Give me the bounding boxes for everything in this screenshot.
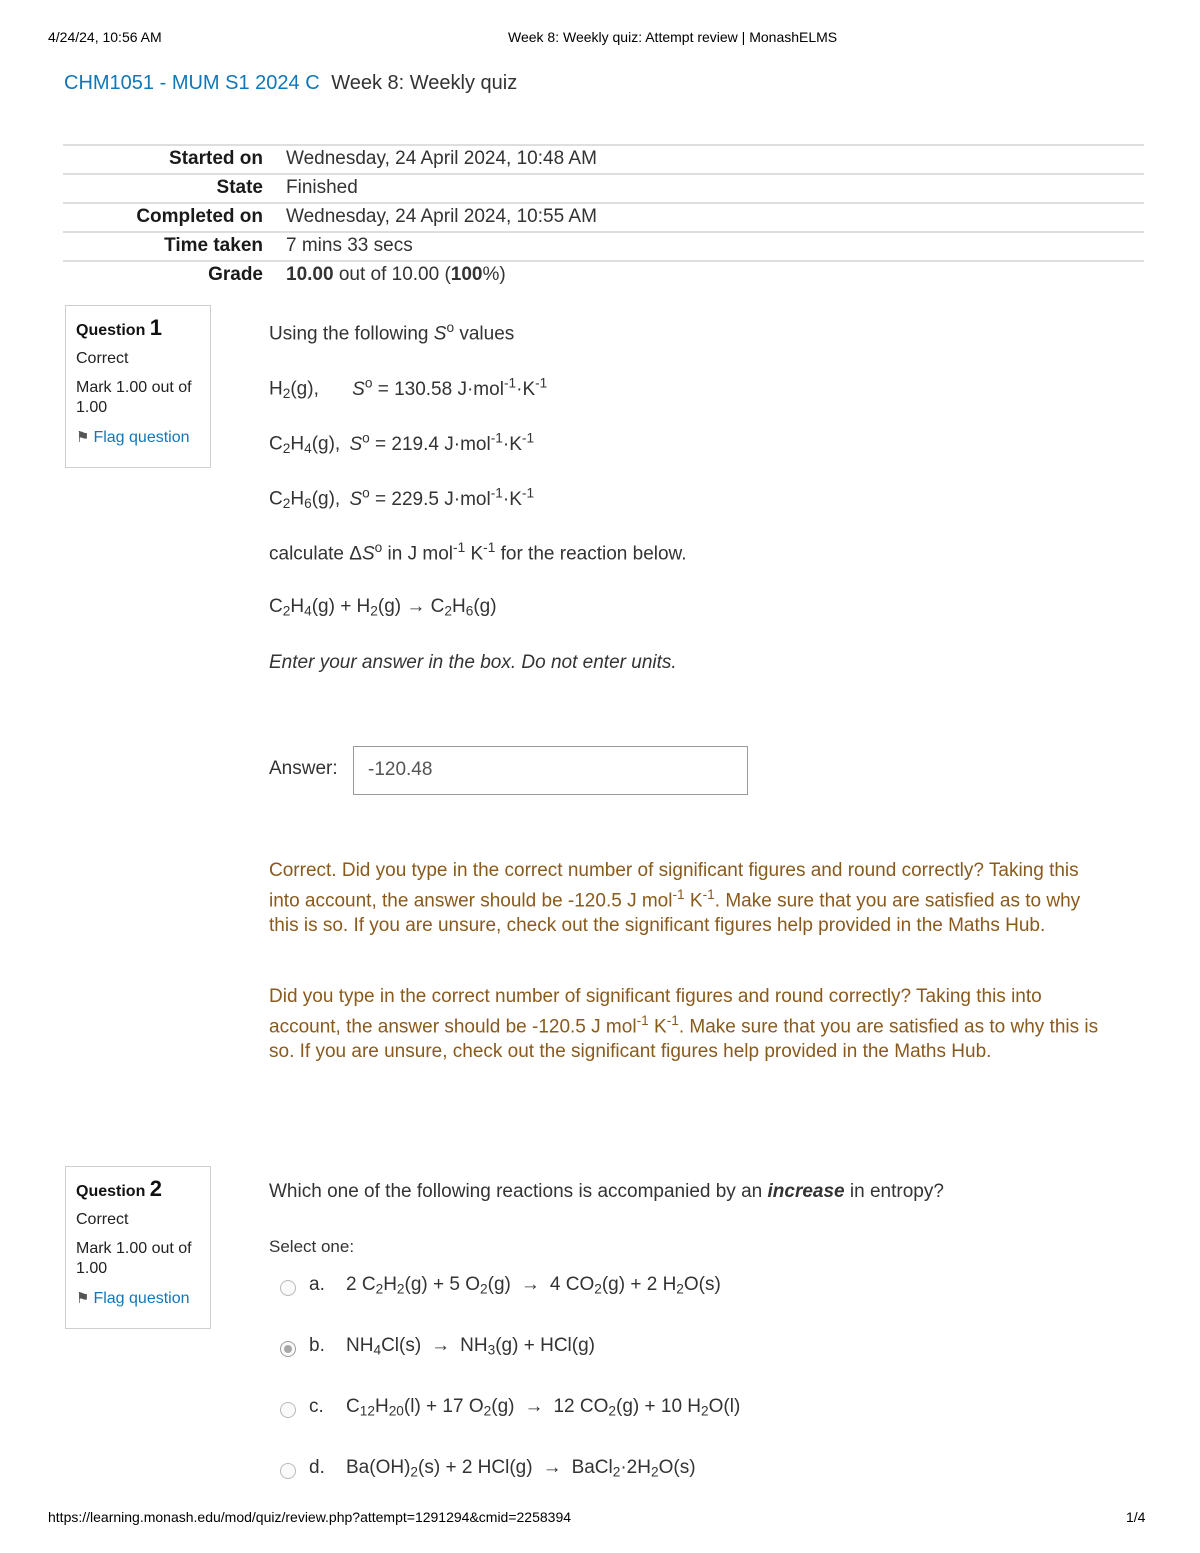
q1-intro-text: Using the following (269, 323, 434, 345)
degree-symbol: o (364, 375, 373, 390)
species: C (269, 488, 283, 510)
question-1-mark: Mark 1.00 out of 1.00 (76, 379, 192, 416)
exponent: -1 (521, 430, 535, 445)
prompt-emphasis: increase (767, 1181, 845, 1202)
exponent: -1 (702, 887, 715, 902)
q1-calculate-prompt (269, 540, 687, 566)
kelvin: K (509, 433, 522, 455)
rxn-part: (g) + H (311, 596, 371, 617)
subscript: 2 (370, 603, 378, 619)
entropy-value: $S^o = 130.58$ $J\cdot mol^{-1}\cdot K^{-1}$ (352, 375, 548, 400)
kelvin: K (470, 543, 484, 565)
exponent: -1 (672, 887, 685, 902)
feedback-text: Correct. Did you type in the correct number of significant figures and round correctly? Taking this into account, the answer should be -120.5 J mol (269, 860, 1079, 912)
summary-row-completed (63, 202, 1144, 231)
summary-row-grade (63, 260, 1144, 289)
question-label: Question (76, 1183, 146, 1200)
option-letter: c. (309, 1396, 324, 1417)
question-2-flag-link[interactable] (76, 1289, 200, 1308)
value: = 130.58 (377, 378, 453, 400)
question-2-mark: Mark 1.00 out of 1.00 (76, 1240, 192, 1277)
rxn-part: C (269, 596, 283, 617)
entropy-symbol: S (352, 378, 365, 400)
calc-text: calculate Δ (269, 543, 362, 565)
option-text: $C_{12}H_{20}(l) + 17$ $O_2(g) \to 12$ $CO_2(g) + 10$ $H_2O(l)$ (346, 1396, 741, 1419)
print-url: https://learning.monash.edu/mod/quiz/review.php?attempt=1291294&cmid=2258394 (48, 1509, 572, 1525)
value: = 229.5 (375, 488, 439, 510)
degree-symbol: o (362, 485, 370, 500)
entropy-symbol: S (349, 488, 363, 510)
specific-feedback (269, 859, 1099, 938)
exponent: -1 (453, 540, 466, 555)
option-letter: a. (309, 1274, 325, 1295)
entropy-symbol: S (433, 323, 447, 345)
prompt-text: Which one of the following reactions is accompanied by an (269, 1181, 768, 1202)
species: H (290, 433, 305, 455)
summary-row-time (63, 231, 1144, 260)
subscript: 2 (282, 385, 291, 401)
feedback-text: . Make sure that you are satisfied as to why this is so. If you are unsure, check out the significant figures help provided in the Maths Hub. (269, 890, 1081, 936)
species: H (269, 378, 283, 400)
option-text: $Ba(OH)_2(s) + 2$ $HCl(g) \to BaCl_2\cdot 2H_2O(s)$ (346, 1457, 696, 1480)
subscript: 4 (304, 603, 312, 619)
arrow-icon: → (431, 1335, 451, 1356)
question-label: Question (76, 322, 146, 339)
feedback-text: K (648, 1016, 667, 1038)
time-taken-label: Time taken (164, 235, 263, 256)
answer-label: Answer: (269, 758, 338, 779)
grade-score: 10.00 (286, 264, 334, 285)
kelvin: K (509, 488, 522, 510)
question-2-info (65, 1166, 211, 1329)
grade-close: %) (482, 264, 506, 285)
question-2-state: Correct (76, 1211, 129, 1228)
phase: (g), (311, 433, 341, 455)
print-datetime: 4/24/24, 10:56 AM (48, 29, 162, 45)
summary-row-state (63, 173, 1144, 202)
question-num: 2 (149, 1176, 163, 1201)
rxn-part: H (452, 596, 466, 617)
phase: (g), (290, 378, 319, 400)
degree-symbol: o (446, 320, 455, 335)
completed-value: Wednesday, 24 April 2024, 10:55 AM (286, 206, 597, 227)
option-text: 2 $C_2H_2(g) + 5$ $O_2(g) \to 4$ $CO_2(g) + 2$ $H_2O(s)$ (346, 1274, 721, 1297)
subscript: 2 (282, 440, 291, 456)
entropy-value: $S^o = 219.4$ $J\cdot mol^{-1}\cdot K^{-1}$ (349, 430, 535, 455)
calc-text: for the reaction below. (495, 543, 687, 565)
subscript: 2 (444, 603, 453, 619)
q1-intro (269, 320, 514, 346)
entropy-symbol: S (349, 433, 363, 455)
species: H (290, 488, 305, 510)
general-feedback (269, 985, 1099, 1064)
entropy-symbol: S (361, 543, 375, 565)
grade-label: Grade (208, 264, 263, 285)
entropy-value: $S^o = 229.5$ $J\cdot mol^{-1}\cdot K^{-1}$ (349, 485, 535, 510)
arrow-icon: → (520, 1274, 540, 1295)
radio-b-selected[interactable] (280, 1341, 296, 1357)
feedback-text: Did you type in the correct number of significant figures and round correctly? Taking this into account, the answer should be -120.5 J mol (269, 986, 1042, 1038)
value: = 219.4 (375, 433, 439, 455)
subscript: 6 (465, 603, 474, 619)
radio-d[interactable] (280, 1463, 296, 1479)
species: C (269, 433, 283, 455)
exponent: -1 (535, 375, 548, 390)
rxn-part: (g) → C (377, 596, 445, 617)
grade-out-of: out of 10.00 ( (338, 264, 451, 285)
q1-intro-text-end: values (454, 323, 515, 345)
rxn-part: H (290, 596, 305, 617)
summary-row-started (63, 144, 1144, 173)
units: J·mol (444, 488, 491, 510)
course-link[interactable]: CHM1051 - MUM S1 2024 C (64, 72, 320, 94)
q1-c2h6-entropy (269, 485, 534, 511)
exponent: -1 (490, 430, 503, 445)
page-heading (64, 72, 517, 95)
prompt-text: in entropy? (844, 1181, 944, 1202)
grade-value (286, 264, 506, 286)
flag-icon: ⚑ (76, 1290, 90, 1307)
feedback-text: . Make sure that you are satisfied as to why this is so. If you are unsure, check out the significant figures help provided in the Maths Hub. (269, 1016, 1099, 1062)
degree-symbol: o (374, 540, 383, 555)
exponent: -1 (503, 375, 517, 390)
flag-label: Flag question (93, 429, 190, 446)
q1-reaction (269, 596, 497, 618)
subscript: 4 (304, 440, 312, 456)
state-label: State (216, 177, 263, 198)
subscript: 6 (304, 495, 312, 511)
flag-icon: ⚑ (76, 429, 90, 446)
subscript: 2 (282, 495, 291, 511)
started-label: Started on (169, 148, 263, 169)
question-1-state: Correct (76, 350, 129, 367)
arrow-icon: → (542, 1457, 562, 1478)
question-2-number (76, 1176, 200, 1202)
exponent: -1 (521, 485, 535, 500)
select-one-label: Select one: (269, 1237, 355, 1256)
question-num: 1 (149, 315, 163, 340)
kelvin: K (522, 378, 536, 400)
started-value: Wednesday, 24 April 2024, 10:48 AM (286, 148, 597, 169)
calc-text: in J mol (382, 543, 454, 565)
print-page-number: 1/4 (1126, 1509, 1146, 1525)
completed-label: Completed on (136, 206, 263, 227)
exponent: -1 (490, 485, 503, 500)
q1-h2-entropy (269, 375, 547, 401)
option-letter: b. (309, 1335, 325, 1356)
phase: (g), (311, 488, 341, 510)
arrow-icon: → (524, 1396, 544, 1417)
question-1-flag-link[interactable] (76, 428, 200, 447)
time-taken-value: 7 mins 33 secs (286, 235, 413, 256)
state-value: Finished (286, 177, 358, 198)
units: J·mol (444, 433, 491, 455)
units: J·mol (457, 378, 504, 400)
subscript: 2 (282, 603, 291, 619)
grade-percent: 100 (450, 264, 483, 285)
option-letter: d. (309, 1457, 325, 1478)
feedback-text: K (684, 890, 703, 912)
q1-instruction: Enter your answer in the box. Do not enter units. (269, 652, 677, 673)
radio-a[interactable] (280, 1280, 296, 1296)
question-1-number (76, 315, 200, 341)
answer-input[interactable]: -120.48 (353, 746, 748, 795)
q1-c2h4-entropy (269, 430, 534, 456)
option-text: $NH_4Cl(s) \to NH_3(g) + HCl(g)$ (346, 1335, 595, 1358)
exponent: -1 (666, 1013, 679, 1028)
flag-label: Flag question (93, 1290, 190, 1307)
radio-c[interactable] (280, 1402, 296, 1418)
exponent: -1 (636, 1013, 649, 1028)
print-page-title: Week 8: Weekly quiz: Attempt review | MonashELMS (508, 29, 838, 45)
quiz-title: Week 8: Weekly quiz (331, 72, 518, 94)
question-1-info (65, 305, 211, 468)
rxn-part: (g) (473, 596, 497, 617)
attempt-summary-table (63, 144, 1144, 289)
exponent: -1 (483, 540, 496, 555)
q2-prompt (269, 1181, 944, 1203)
degree-symbol: o (362, 430, 370, 445)
